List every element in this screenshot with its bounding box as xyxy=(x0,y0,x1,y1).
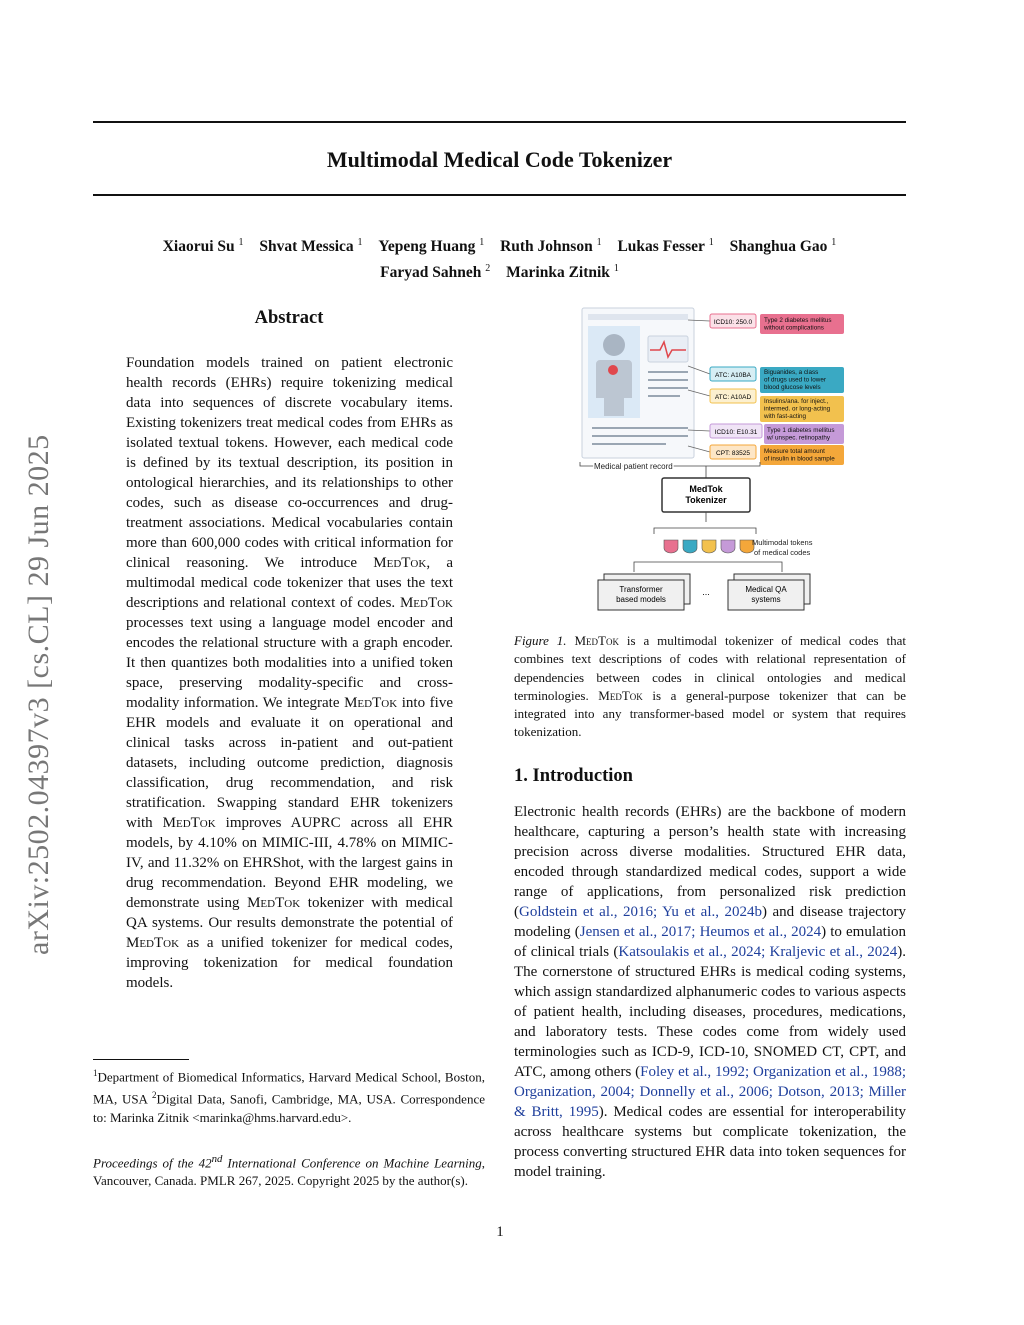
record-header-bar xyxy=(588,314,688,320)
token-bracket xyxy=(654,528,756,534)
title-top-rule xyxy=(93,121,906,123)
author: Shanghua Gao $^1$ xyxy=(729,237,837,256)
code-description: Measure total amount of insulin in blood sample xyxy=(764,448,835,463)
code-description: Type 2 diabetes mellitus without complications xyxy=(764,317,832,332)
footnote-rule xyxy=(93,1059,189,1060)
author: Lukas Fesser $^1$ xyxy=(617,237,714,256)
code-label: ATC: A10BA xyxy=(714,372,752,379)
code-entry-icd10-e1031 xyxy=(710,424,844,444)
citation-link[interactable]: Jensen et al., 2017; Heumos et al., 2024 xyxy=(579,924,822,940)
proceedings-note: Proceedings of the 42nd International Conference on Machine Learning, Vancouver, Canada. PMLR 267, 2025. Copyright 2025 by the author(s). xyxy=(93,1153,485,1189)
author: Marinka Zitnik $^1$ xyxy=(506,263,619,282)
author: Xiaorui Su $^1$ xyxy=(162,237,244,256)
code-description: Biguanides, a class of drugs used to lower blood glucose levels xyxy=(764,369,826,391)
ellipsis: ... xyxy=(702,587,710,597)
abstract-heading: Abstract xyxy=(254,308,324,328)
citation-link[interactable]: Foley et al., 1992; Organization et al., 1988; Organization, 2004; Donnelly et al., 2006; Dotson, 2013; Miller & Britt, 1995 xyxy=(514,1064,906,1120)
token-pink xyxy=(664,540,678,553)
figure-1-diagram xyxy=(576,300,856,620)
abstract-body: Foundation models trained on patient electronic health records (EHRs) require tokenizing medical data into sequences of discrete vocabulary items. Existing tokenizers treat medical codes from EHRs as isolated textual tokens. However, each medical code is defined by its textual description, its position in ontological hierarchies, and its relationships to other codes, such as disease co-occurrences and drug-treatment associations. Medical vocabularies contain more than 600,000 codes with critical information for clinical reasoning. We introduce MedTok, a multimodal medical code tokenizer that uses the text descriptions and relational context of codes. MedTok processes text using a language model encoder and encodes the relational structure with a graph encoder. It then quantizes both modalities into a unified token space, preserving modality-specific and cross-modality information. We integrate MedTok into five EHR models and evaluate it on operational and clinical tasks across in-patient and out-patient datasets, including outcome prediction, diagnosis classification, drug recommendation, and risk stratification. Swapping standard EHR tokenizers with MedTok improves AUPRC across all EHR models, by 4.10% on MIMIC-III, 4.78% on MIMIC-IV, and 11.32% on EHRShot, with the largest gains in drug recommendation. Beyond EHR modeling, we demonstrate using MedTok tokenizer with medical QA systems. Our results demonstrate the potential of MedTok as a unified tokenizer for medical codes, improving tokenization for medical foundation models. xyxy=(126,355,454,991)
code-entry-cpt-83525 xyxy=(710,445,844,465)
code-label: CPT: 83525 xyxy=(716,450,750,457)
author: Yepeng Huang $^1$ xyxy=(378,237,485,256)
author: Ruth Johnson $^1$ xyxy=(500,237,602,256)
token-yellow xyxy=(702,540,716,553)
citation-link[interactable]: Katsoulakis et al., 2024; Kraljevic et al., 2024 xyxy=(618,944,898,960)
record-label: Medical patient record xyxy=(594,462,673,471)
model-bracket xyxy=(634,562,782,572)
author: Shvat Messica $^1$ xyxy=(259,237,363,256)
code-entry-icd10-250 xyxy=(710,314,844,334)
token-purple xyxy=(721,540,735,553)
code-description: Type 1 diabetes mellitus w/ unspec. retinopathy xyxy=(767,427,835,442)
heart-icon xyxy=(608,365,618,375)
transformer-label: Transformer based models xyxy=(616,585,666,604)
code-label: ICD10: 250.0 xyxy=(713,319,753,326)
page-number: 1 xyxy=(496,1224,504,1240)
code-entry-atc-a10ad xyxy=(710,389,844,422)
paper-title: Multimodal Medical Code Tokenizer xyxy=(326,147,673,172)
figure-1-caption: Figure 1. MedTok is a multimodal tokenizer of medical codes that combines text descriptions of codes with relational representation of dependencies between codes in clinical ontologies and medical terminologies. MedTok is a general-purpose tokenizer that can be integrated into any transformer-based model or system that requires tokenization. xyxy=(514,633,907,740)
introduction-body: Electronic health records (EHRs) are the backbone of modern healthcare, capturing a person’s health state with increasing precision across diverse modalities. Structured EHR data, encoded through standardized medical codes, support a wide range of applications, from personalized risk prediction (Goldstein et al., 2016; Yu et al., 2024b) and disease trajectory modeling (Jensen et al., 2017; Heumos et al., 2024) to emulation of clinical trials (Katsoulakis et al., 2024; Kraljevic et al., 2024). The cornerstone of structured EHRs is medical coding systems, which assign standardized alphanumeric codes to various aspects of patient health, including diseases, procedures, medications, and laboratory tests. These codes come from widely used terminologies such as ICD-9, ICD-10, SNOMED CT, CPT, and ATC, among others (Foley et al., 1992; Organization et al., 1988; Organization, 2004; Donnelly et al., 2006; Dotson, 2013; Miller & Britt, 1995). Medical codes are essential for interoperability across healthcare systems but complicate tokenization, the process converting structured EHR data into token sequences for model training. xyxy=(514,804,906,1180)
citation-link[interactable]: Goldstein et al., 2016; Yu et al., 2024b xyxy=(519,904,763,920)
medical-qa-label: Medical QA systems xyxy=(745,585,787,604)
arxiv-identifier: arXiv:2502.04397v3 [cs.CL] 29 Jun 2025 xyxy=(22,434,55,955)
title-bottom-rule xyxy=(93,194,906,196)
code-description: Insulins/ana. for inject., intermed. or long-acting with fast-acting xyxy=(764,398,831,420)
author: Faryad Sahneh $^2$ xyxy=(380,263,491,282)
author-list xyxy=(93,232,906,284)
code-label: ICD10: E10.31 xyxy=(714,429,758,436)
token-teal xyxy=(683,540,697,553)
code-label: ATC: A10AD xyxy=(714,394,752,401)
tokens-label: Multimodal tokens of medical codes xyxy=(752,538,813,557)
tokenizer-label: MedTok Tokenizer xyxy=(685,484,727,505)
patient-head xyxy=(603,334,625,356)
introduction-heading: 1. Introduction xyxy=(514,766,633,786)
affiliation-footnote: $^1$Department of Biomedical Informatics, Harvard Medical School, Boston, MA, USA $^2$Digital Data, Sanofi, Cambridge, MA, USA. Correspondence to: Marinka Zitnik <marinka@hms.harvard.edu>. xyxy=(93,1068,485,1125)
